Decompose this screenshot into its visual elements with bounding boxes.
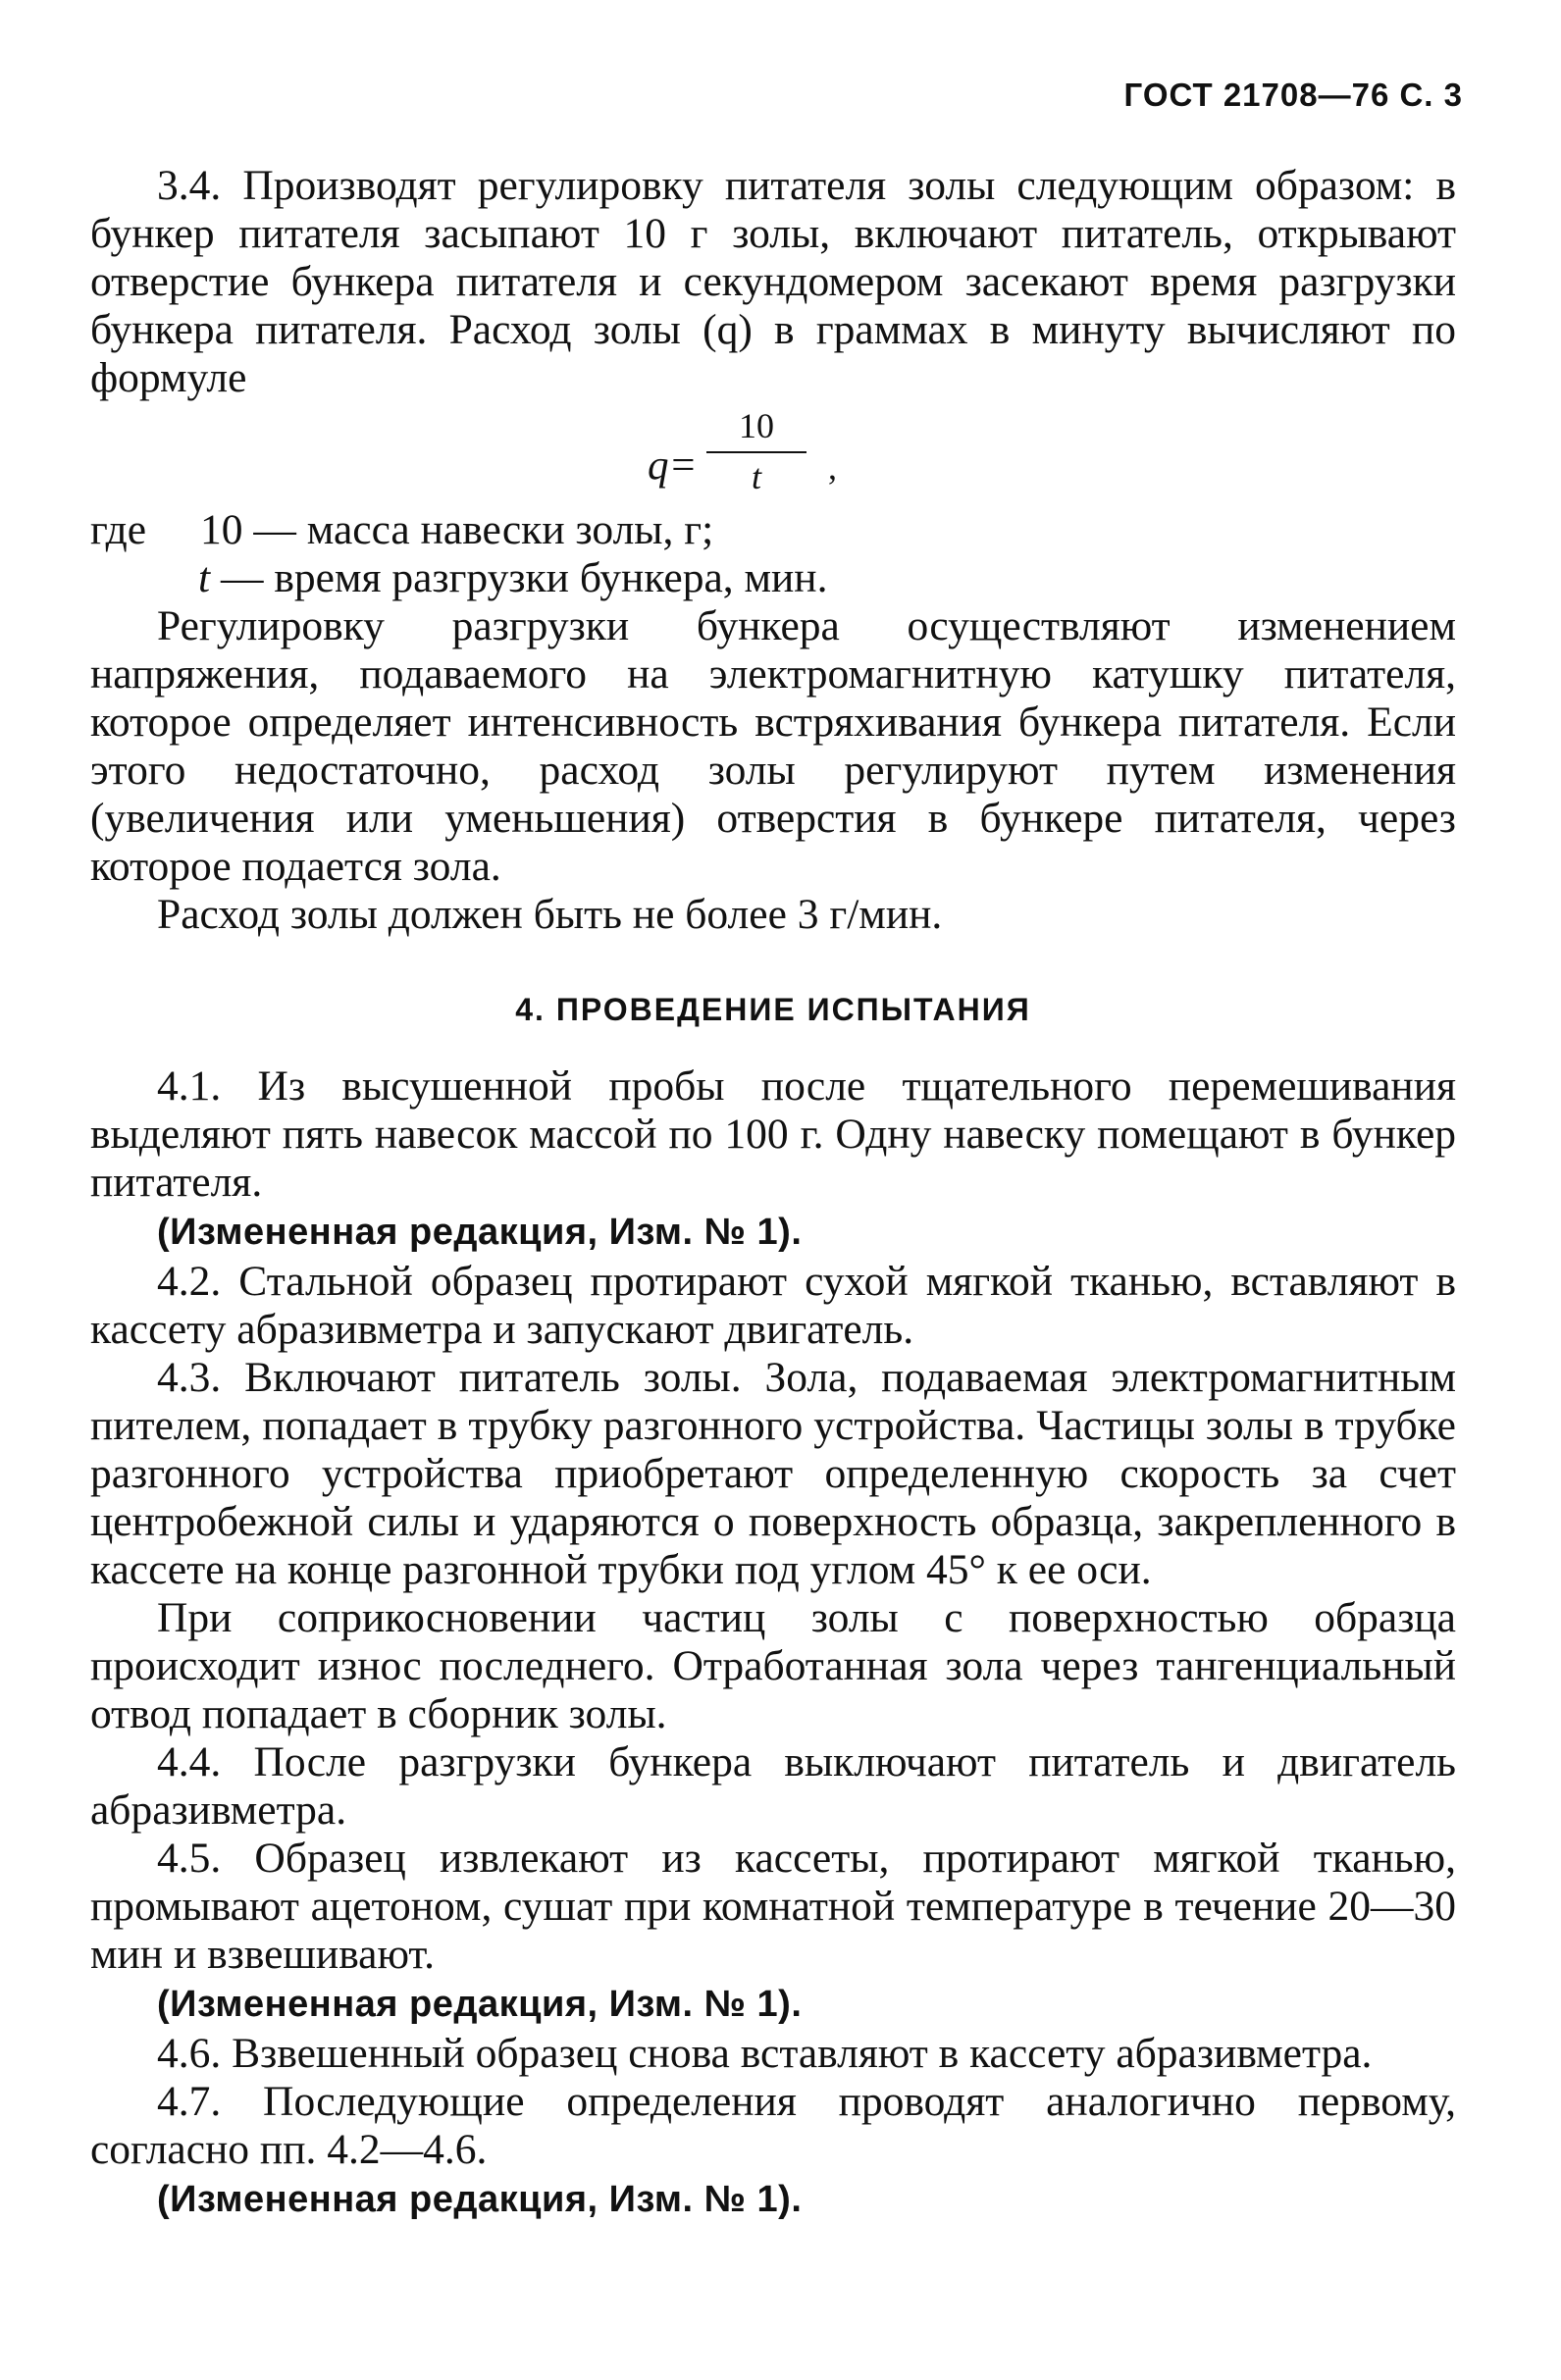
paragraph-4-2: 4.2. Стальной образец протирают сухой мягкой тканью, вставляют в кассету абразивметра и запускают двигатель. <box>90 1258 1456 1353</box>
where-description-time: — время разгрузки бункера, мин. <box>210 554 828 601</box>
formula-lhs: q= <box>648 442 698 489</box>
where-row-mass <box>90 506 1456 554</box>
formula-denominator: t <box>751 457 761 496</box>
formula-fraction <box>706 404 807 496</box>
where-lead: где <box>90 506 147 553</box>
paragraph-4-3b: При соприкосновении частиц золы с поверхностью образца происходит износ последнего. Отработанная зола через тангенциальный отвод попадает в сборник золы. <box>90 1594 1456 1737</box>
paragraph-4-6: 4.6. Взвешенный образец снова вставляют в кассету абразивметра. <box>157 2030 1373 2077</box>
paragraph-4-4: 4.4. После разгрузки бункера выключают питатель и двигатель абразивметра. <box>90 1738 1456 1834</box>
paragraph-3-4-limit: Расход золы должен быть не более 3 г/мин. <box>157 891 943 938</box>
fraction-bar <box>706 451 807 453</box>
edition-note-3: (Измененная редакция, Изм. № 1). <box>157 2179 803 2220</box>
paragraph-3-4: 3.4. Производят регулировку питателя золы следующим образом: в бункер питателя засыпают 10 г золы, включают питатель, открывают отверстие бункера питателя и секундомером засекают время разгрузки бункера питателя. Расход золы (q) в граммах в минуту вычисляют по формуле <box>90 162 1456 401</box>
paragraph-3-4-regulation: Регулировку разгрузки бункера осуществляют изменением напряжения, подаваемого на электромагнитную катушку питателя, которое определяет интенсивность встряхивания бункера питателя. Если этого недостаточно, расход золы регулируют путем изменения (увеличения или уменьшения) отверстия в бункере питателя, через которое подается зола. <box>90 602 1456 890</box>
paragraph-4-1: 4.1. Из высушенной пробы после тщательного перемешивания выделяют пять навесок массой по 100 г. Одну навеску помещают в бункер питателя. <box>90 1062 1456 1206</box>
edition-note-1: (Измененная редакция, Изм. № 1). <box>157 1212 803 1253</box>
where-description-mass: — масса навески золы, г; <box>242 506 714 553</box>
formula-comma: , <box>828 447 837 487</box>
document-body <box>90 162 1456 2225</box>
where-symbol-t: t <box>198 554 211 601</box>
section-title-4: 4. ПРОВЕДЕНИЕ ИСПЫТАНИЯ <box>515 992 1031 1027</box>
where-symbol-10: 10 <box>200 506 243 553</box>
formula-numerator: 10 <box>739 406 774 445</box>
where-row-time <box>90 554 1456 602</box>
paragraph-4-5: 4.5. Образец извлекают из кассеты, протирают мягкой тканью, промывают ацетоном, сушат при комнатной температуре в течение 20—30 мин и взвешивают. <box>90 1835 1456 1978</box>
edition-note-2: (Измененная редакция, Изм. № 1). <box>157 1984 803 2025</box>
paragraph-4-7: 4.7. Последующие определения проводят аналогично первому, согласно пп. 4.2—4.6. <box>90 2078 1456 2173</box>
paragraph-4-3: 4.3. Включают питатель золы. Зола, подаваемая электромагнитным пителем, попадает в трубку разгонного устройства. Частицы золы в трубке разгонного устройства приобретают определенную скорость за счет центробежной силы и ударяются о поверхность образца, закрепленного в кассете на конце разгонной трубки под углом 45° к ее оси. <box>90 1354 1456 1593</box>
formula <box>90 404 1456 506</box>
page-header: ГОСТ 21708—76 С. 3 <box>1123 77 1463 113</box>
